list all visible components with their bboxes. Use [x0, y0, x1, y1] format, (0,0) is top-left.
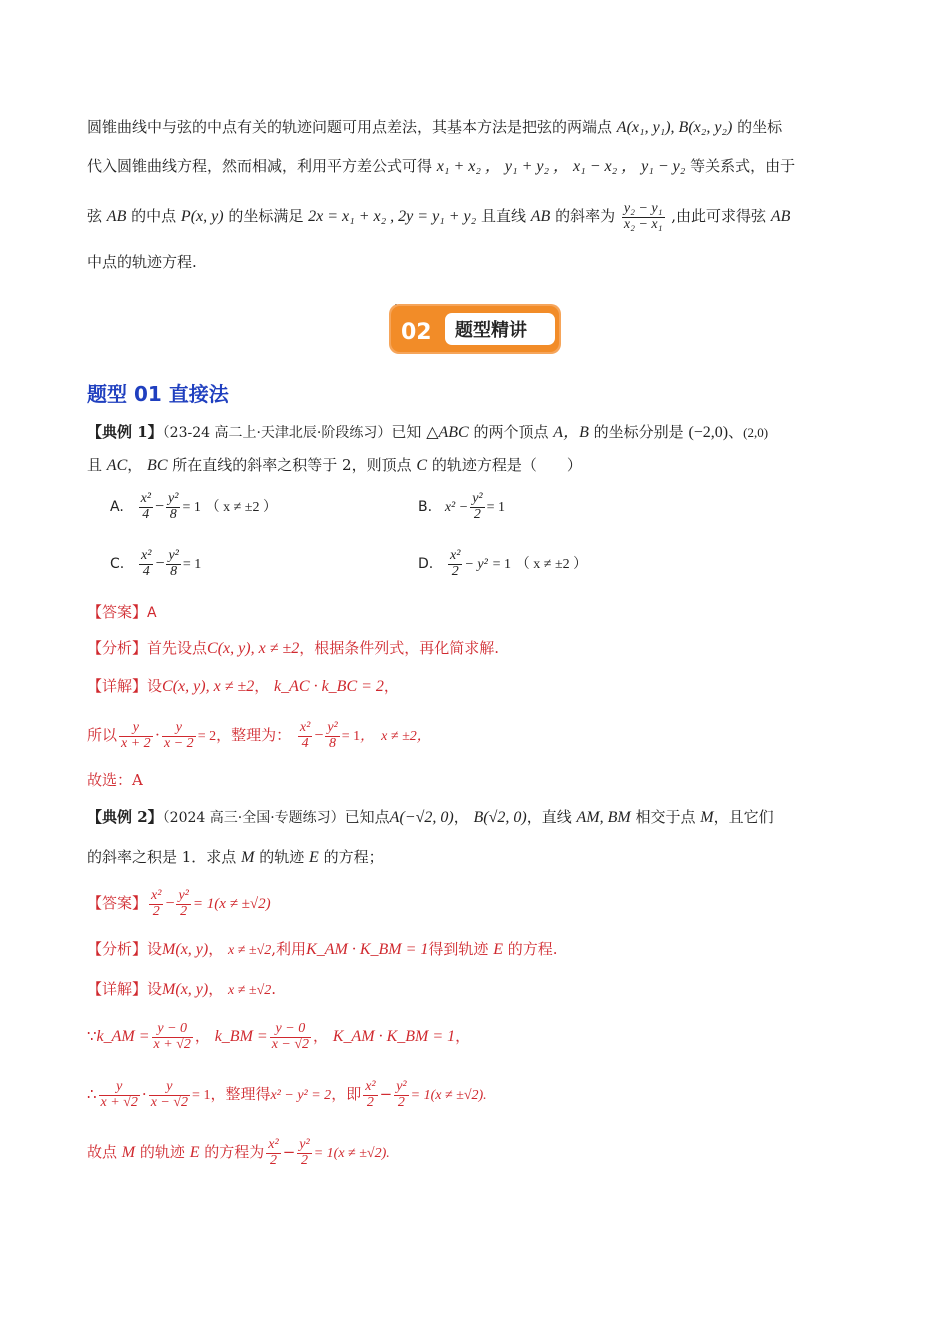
section-badge — [389, 304, 565, 354]
q-text: ，且它们 — [713, 808, 774, 826]
q-text: 的两个顶点 — [473, 423, 549, 441]
intro-text: 且直线 — [480, 207, 526, 225]
slope-fraction — [622, 202, 665, 232]
frac-den: 8 — [170, 563, 178, 579]
analysis-text: 的方程. — [507, 940, 558, 958]
point-m: M — [121, 1144, 136, 1161]
example1-choose — [87, 771, 867, 789]
frac-num: y² — [327, 719, 338, 735]
option-letter: D. — [418, 556, 434, 573]
analysis-text: 首先设点 — [147, 639, 208, 657]
point-m: M(x, y) — [162, 941, 209, 958]
op: − — [155, 555, 165, 573]
q-text: 已知点 — [344, 808, 390, 826]
therefore-icon: ∴ — [87, 1085, 97, 1103]
lines-am-bm: AM, BM — [576, 809, 631, 826]
op: − — [165, 895, 175, 912]
detail-tag: 【详解】 — [87, 677, 148, 695]
frac-den: x + √2 — [153, 1036, 191, 1052]
frac-den: 8 — [329, 735, 337, 751]
q-text: 、 — [728, 423, 744, 441]
point-m: M — [241, 849, 255, 866]
option-letter: A. — [110, 499, 124, 516]
intro-line-1 — [87, 118, 867, 137]
rhs: = 1 — [182, 557, 202, 573]
frac-den: 2 — [180, 903, 188, 919]
frac-num: x² — [141, 548, 152, 563]
q-text: 已知 — [391, 423, 422, 441]
frac-num: y² — [472, 491, 483, 506]
intro-text: 圆锥曲线中与弦的中点有关的轨迹问题可用点差法，其基本方法是把弦的两端点 — [87, 118, 613, 136]
op: · — [154, 727, 161, 744]
rhs: = 1(x ≠ ±√2) — [192, 896, 271, 912]
frac-den: x − √2 — [271, 1036, 310, 1052]
example-source: （2024 高三·全国·专题练习） — [162, 810, 345, 826]
frac-num: x² — [299, 719, 311, 735]
rhs: = 1 — [182, 500, 201, 516]
frac-num: y — [149, 1080, 190, 1096]
rhs: = 1 — [492, 557, 511, 573]
answer-tag: 【答案】 — [87, 603, 148, 621]
relations-expr: x₁ + x₂ ， y₁ + y₂ ， x₁ − x₂ ， y₁ − y₂ — [436, 158, 686, 175]
analysis-text: ,利用 — [271, 940, 307, 958]
intro-text: 代入圆锥曲线方程，然而相减，利用平方差公式可得 — [87, 157, 433, 175]
frac-num: x² — [151, 887, 162, 903]
option-a[interactable] — [110, 492, 277, 522]
point-2: (2,0) — [743, 425, 769, 440]
option-d[interactable] — [418, 549, 587, 579]
example2-final: 故点 M 的轨迹 E 的方程为 $\frac{\text{x²}}{2}$ − $\frac{\text{y²}}{2}$ = 1(x ≠ ±√2). — [87, 1136, 390, 1168]
analysis-expr: C(x, y), x ≠ ±2 — [207, 640, 300, 657]
badge-label: 题型精讲 — [455, 320, 527, 341]
frac-num: y — [99, 1080, 140, 1096]
condition: （ x ≠ ±2 ） — [515, 557, 588, 573]
vertices-ab: A，B — [553, 424, 589, 441]
slope-product: k_AC · k_BC = 2 — [274, 678, 384, 695]
q-text: 所在直线的斜率之积等于 2，则顶点 — [172, 456, 412, 474]
frac-num: x² — [365, 1078, 376, 1094]
line-bc: BC — [147, 457, 168, 474]
example1-line-2 — [87, 456, 867, 475]
example2-analysis — [87, 940, 867, 960]
analysis-tag: 【分析】 — [87, 940, 148, 958]
option-b[interactable] — [418, 492, 505, 522]
lhs: x² − — [444, 500, 469, 516]
q-text: 且 — [87, 456, 103, 474]
frac-den: x + √2 — [100, 1094, 138, 1110]
frac-num: y² — [178, 887, 189, 903]
frac-den: 2 — [300, 1152, 308, 1168]
slope-product: K_AM · K_BM = 1 — [332, 1028, 456, 1045]
final-text: 的轨迹 — [139, 1143, 185, 1161]
because-icon: ∵ — [87, 1027, 97, 1045]
detail-text: ， — [254, 677, 270, 695]
q-text: ， — [127, 456, 143, 474]
choose-text: 故选：A — [87, 771, 143, 789]
locus-e: E — [309, 849, 319, 866]
endpoints-expr: A(x₁, y₁), B(x₂, y₂) — [616, 119, 733, 136]
example2-line-1: 【典例 2】（2024 高三·全国·专题练习）已知点A(−√2, 0)， B(√2, 0)，直线 AM, BM 相交于点 M，且它们 — [87, 808, 774, 826]
frac-num: y — [119, 721, 153, 737]
vertex-c: C — [416, 457, 428, 474]
intro-line-3 — [87, 196, 867, 237]
analysis-tag: 【分析】 — [87, 639, 148, 657]
point-1: (−2,0) — [688, 424, 729, 441]
point-b: B(√2, 0) — [473, 809, 527, 826]
frac-den: x − 2 — [164, 735, 194, 751]
detail-text: ， — [383, 677, 399, 695]
intro-text: ,由此可求得弦 — [671, 207, 767, 225]
example1-analysis — [87, 639, 867, 658]
q-text: 的坐标分别是 — [593, 423, 684, 441]
triangle-abc: △ABC — [426, 424, 469, 441]
frac-den: 4 — [142, 563, 150, 579]
frac-den: 2 — [397, 1094, 405, 1110]
locus-e: E — [493, 941, 503, 958]
example2-answer — [87, 882, 867, 925]
example2-line-2 — [87, 848, 867, 867]
chord-ab: AB — [530, 208, 551, 225]
q-text: 相交于点 — [635, 808, 696, 826]
q-text: 的方程； — [323, 848, 384, 866]
intro-line-2 — [87, 157, 867, 176]
detail-text: 设 — [147, 980, 163, 998]
section-heading: 题型 01 直接法 — [87, 382, 229, 406]
intro-line-4 — [87, 253, 867, 271]
analysis-text: ， — [208, 940, 224, 958]
k-bm: k_BM = — [214, 1028, 268, 1045]
intro-text: 等关系式，由于 — [690, 157, 796, 175]
frac-den: x₂ − x₁ — [623, 216, 663, 232]
frac-den: 2 — [269, 1152, 277, 1168]
intro-text: 的中点 — [131, 207, 177, 225]
rhs: = 1 — [192, 1088, 211, 1103]
detail-text: . — [271, 980, 277, 998]
k-am: k_AM = — [96, 1028, 150, 1045]
frac-num: y² — [168, 491, 179, 506]
analysis-text: 设 — [147, 940, 163, 958]
example1-detail — [87, 677, 867, 696]
so-text: 所以 — [87, 726, 118, 744]
frac-den: x − √2 — [150, 1094, 189, 1110]
rhs: = 1 — [341, 729, 361, 744]
option-letter: C. — [110, 556, 125, 573]
badge-graphic — [389, 304, 565, 358]
rhs: = 1 — [486, 500, 506, 516]
frac-num: y² — [396, 1078, 407, 1094]
frac-den: 2 — [152, 903, 160, 919]
simplified-eq: x² − y² = 2 — [270, 1088, 332, 1103]
point-m: M(x, y) — [162, 981, 209, 998]
example1-answer — [87, 603, 867, 622]
frac-num: y — [162, 721, 196, 737]
frac-num: y² — [168, 548, 179, 563]
slope-product: K_AM · K_BM = 1 — [306, 941, 429, 958]
q-text: 的轨迹 — [259, 848, 305, 866]
frac-num: y² — [299, 1136, 310, 1152]
option-letter: B. — [418, 499, 433, 516]
q-text: 的斜率之积是 1．求点 — [87, 848, 237, 866]
detail-text: ， — [208, 980, 224, 998]
example2-therefore: ∴ $\frac{y}{x + √2}$ · $\frac{y}{x - √2}$ = 1，整理得x² − y² = 2，即 $\frac{\text{x²}}{2}$ − $\frac{\text{y²}}{2}$ = 1(x ≠ ±√2). — [87, 1078, 487, 1110]
condition: （ x ≠ ±2 ） — [205, 500, 277, 516]
therefore-text: ，整理得 — [210, 1085, 271, 1103]
op: − — [154, 498, 165, 516]
op: − — [314, 727, 324, 744]
condition: x ≠ ±√2 — [228, 943, 272, 958]
frac-den: 2 — [366, 1094, 374, 1110]
badge-number: 02 — [401, 320, 432, 345]
rhs: = 1(x ≠ ±√2). — [313, 1146, 390, 1161]
frac-num: y − 0 — [152, 1022, 193, 1038]
condition: x ≠ ±√2 — [228, 983, 272, 998]
condition: ， x ≠ ±2， — [360, 729, 431, 744]
frac-den: 4 — [301, 735, 309, 751]
so-text: ，整理为： — [216, 726, 292, 744]
q-text: 的轨迹方程是（ ） — [431, 456, 582, 474]
example-tag: 【典例 1】 — [87, 423, 163, 441]
frac-den: 4 — [142, 506, 150, 522]
frac-num: x² — [268, 1136, 279, 1152]
intro-text: 中点的轨迹方程. — [87, 253, 197, 271]
point-a: A(−√2, 0) — [389, 809, 454, 826]
example1-so — [87, 714, 867, 758]
answer-value: A — [147, 605, 157, 621]
rhs: = 2 — [197, 729, 217, 744]
detail-text: 设 — [147, 677, 163, 695]
example2-detail — [87, 980, 867, 1000]
op: − y² — [464, 557, 488, 573]
midpoint-p: P(x, y) — [180, 208, 224, 225]
frac-num: x² — [450, 548, 461, 563]
line-ac: AC — [106, 457, 128, 474]
point-m: M — [700, 809, 714, 826]
answer-tag: 【答案】 — [87, 894, 148, 912]
example-source: （23-24 高二上·天津北辰·阶段练习） — [162, 425, 392, 441]
frac-den: 2 — [451, 563, 459, 579]
intro-text: 弦 — [87, 207, 103, 225]
midpoint-eq: 2x = x₁ + x₂ , 2y = y₁ + y₂ — [308, 208, 477, 225]
frac-den: 8 — [169, 506, 177, 522]
frac-den: 2 — [473, 506, 481, 522]
frac-num: x² — [140, 491, 151, 506]
frac-num: y − 0 — [270, 1022, 311, 1038]
locus-e: E — [189, 1144, 200, 1161]
detail-expr: C(x, y), x ≠ ±2 — [162, 678, 255, 695]
rhs: = 1(x ≠ ±√2). — [410, 1088, 487, 1103]
final-text: 的方程为 — [204, 1143, 265, 1161]
final-text: 故点 — [87, 1143, 118, 1161]
frac-num: y₂ − y₁ — [623, 200, 663, 216]
intro-text: 的斜率为 — [555, 207, 616, 225]
chord-ab: AB — [770, 208, 791, 225]
analysis-text: ，根据条件列式，再化简求解. — [299, 639, 500, 657]
option-c[interactable] — [110, 549, 201, 579]
q-text: ，直线 — [526, 808, 572, 826]
intro-text: 的坐标满足 — [228, 207, 304, 225]
chord-ab: AB — [106, 208, 127, 225]
therefore-text: ，即 — [331, 1085, 362, 1103]
example1-line-1 — [87, 423, 867, 442]
intro-text: 的坐标 — [737, 118, 783, 136]
frac-den: x + 2 — [121, 735, 151, 751]
detail-tag: 【详解】 — [87, 980, 148, 998]
analysis-text: 得到轨迹 — [428, 940, 489, 958]
example-tag: 【典例 2】 — [87, 808, 163, 826]
example2-slopes: ∵k_AM = $\frac{y - 0}{x + √2}$ ， k_BM = $\frac{y - 0}{x - √2}$ ， K_AM · K_BM = 1， — [87, 1020, 471, 1052]
